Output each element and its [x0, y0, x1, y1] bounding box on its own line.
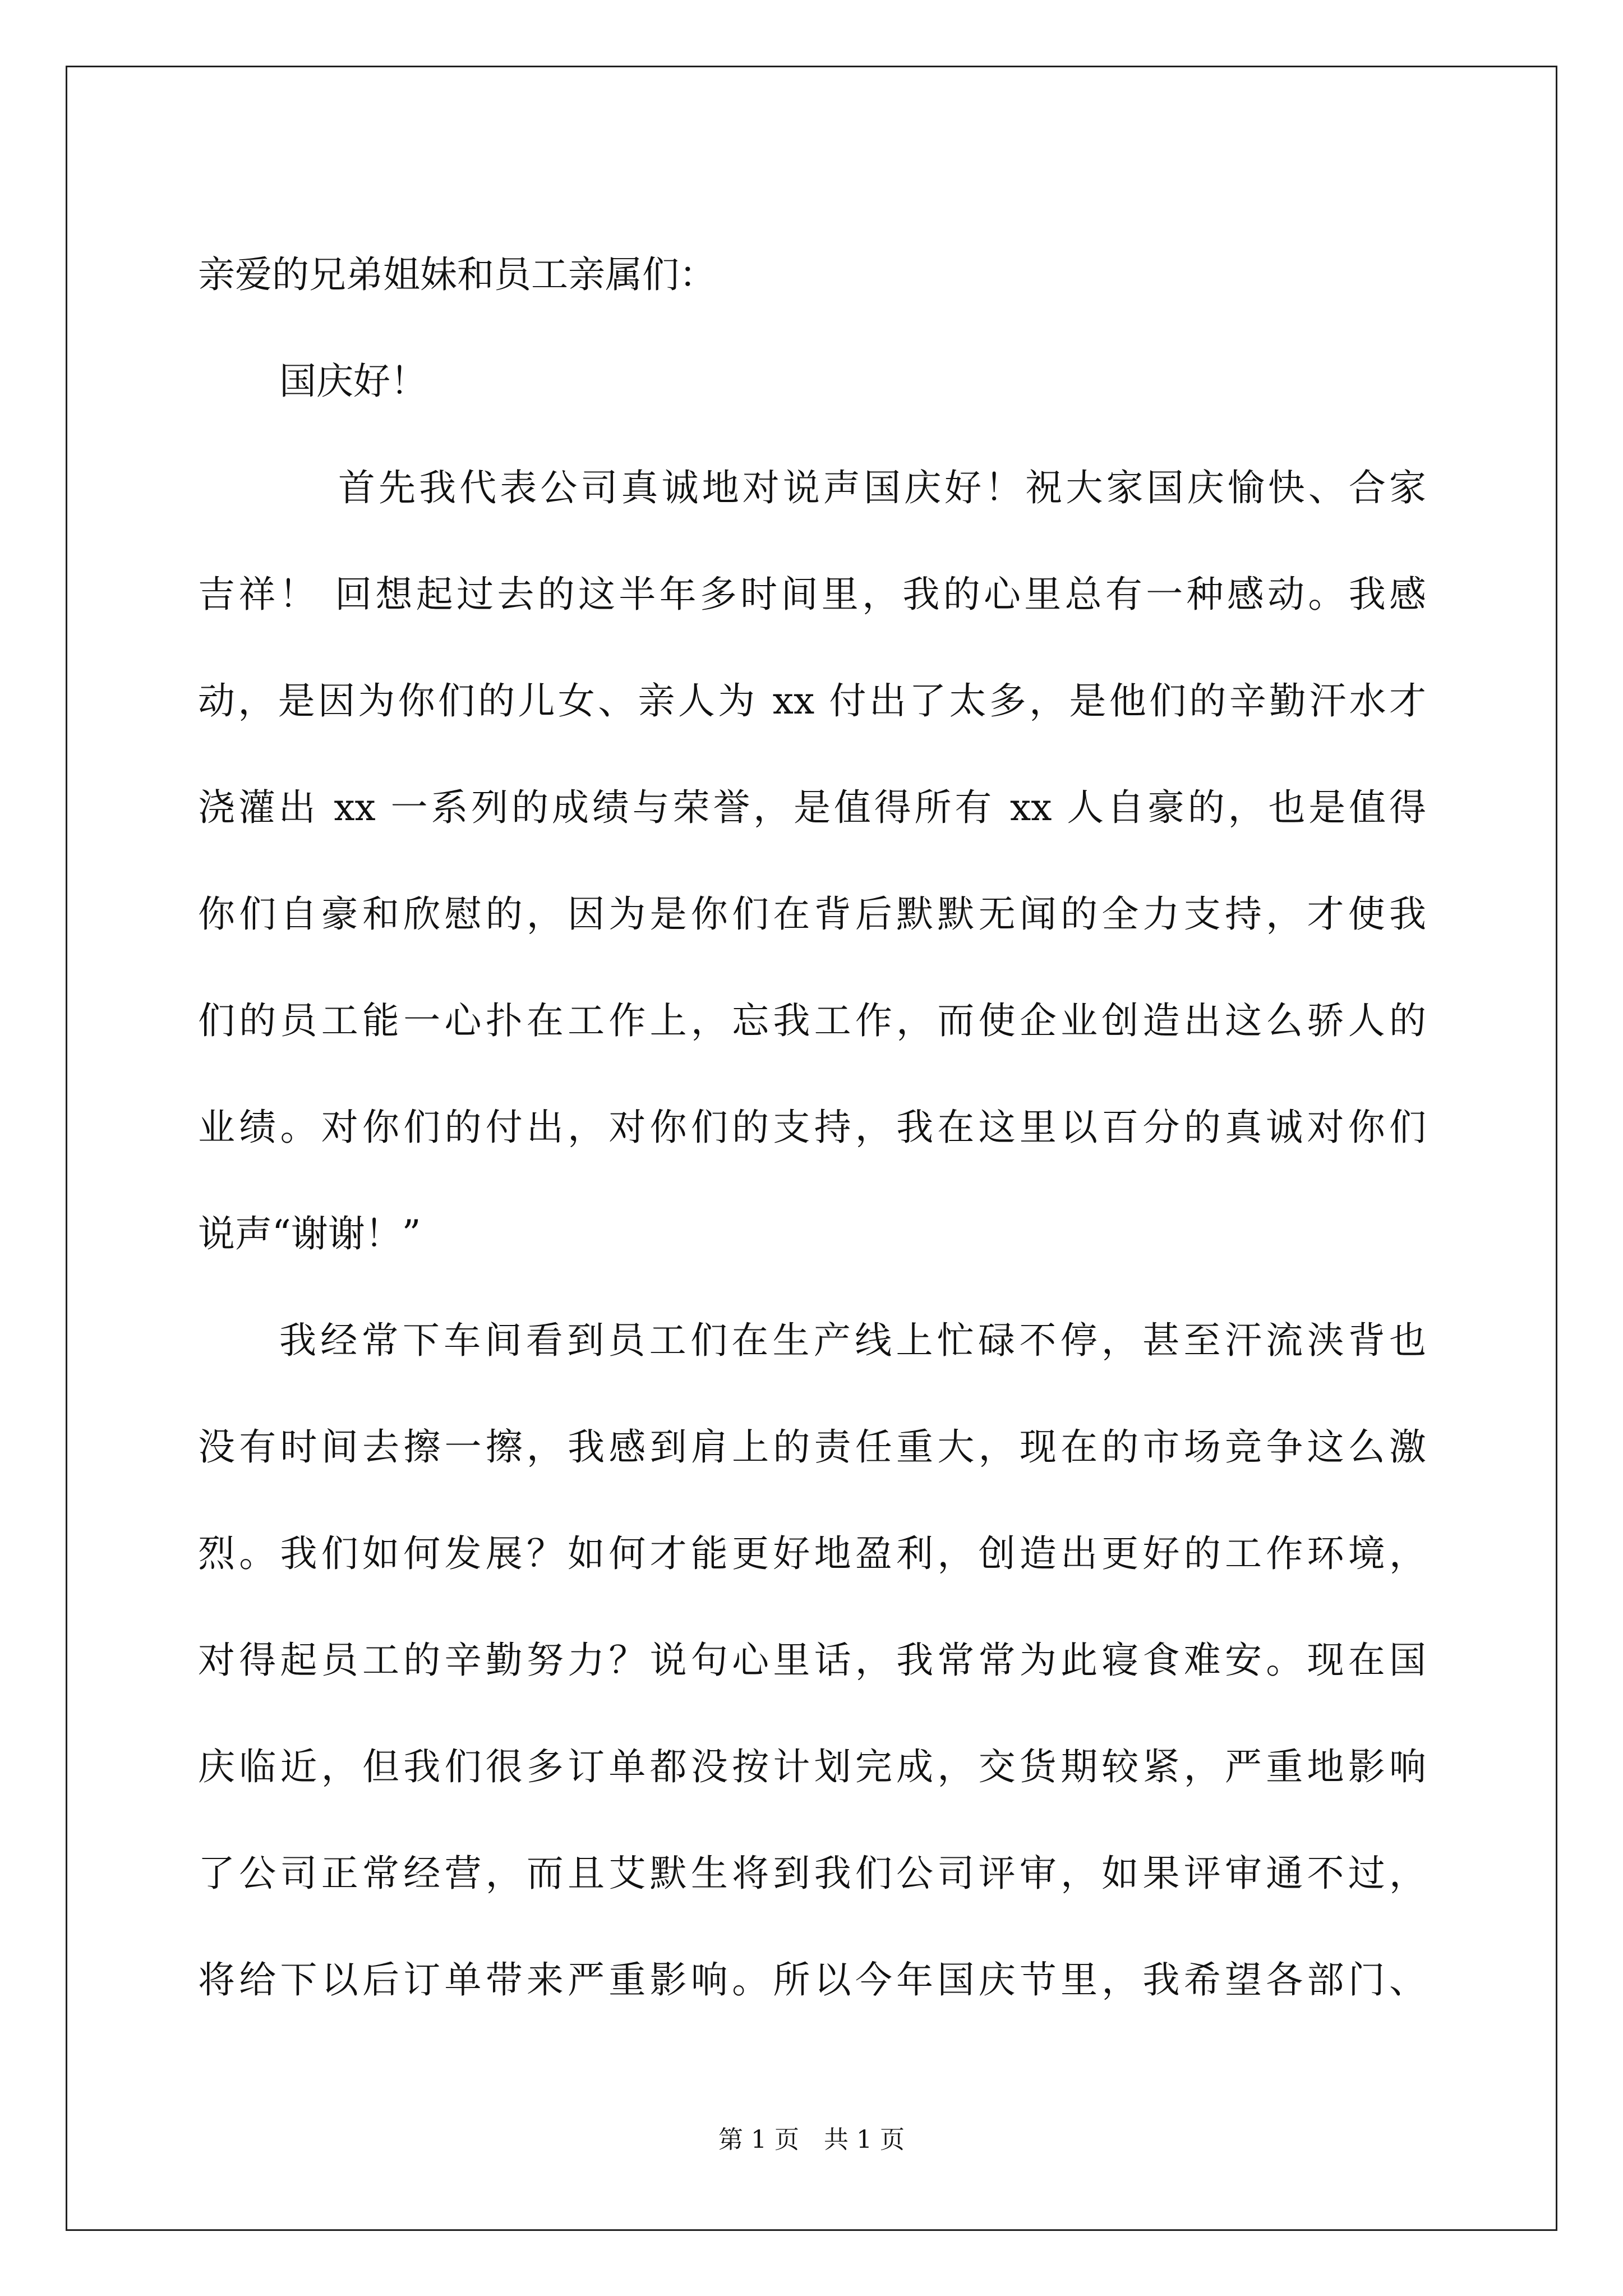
paragraph-line: 说声“谢谢！”	[198, 1212, 421, 1255]
paragraph-line: 首先我代表公司真诚地对说声国庆好！祝大家国庆愉快、合家	[338, 466, 1426, 509]
paragraph-line: 们的员工能一心扑在工作上，忘我工作，而使企业创造出这么骄人的	[198, 999, 1426, 1042]
paragraph-line: 你们自豪和欣慰的，因为是你们在背后默默无闻的全力支持，才使我	[198, 892, 1426, 936]
paragraph-line: 业绩。对你们的付出，对你们的支持，我在这里以百分的真诚对你们	[198, 1106, 1426, 1149]
paragraph-line: 浇灌出 xx 一系列的成绩与荣誉，是值得所有 xx 人自豪的，也是值得	[198, 786, 1426, 829]
paragraph-line: 将给下以后订单带来严重影响。所以今年国庆节里，我希望各部门、	[198, 1958, 1426, 2001]
paragraph-line: 对得起员工的辛勤努力？说句心里话，我常常为此寝食难安。现在国	[198, 1639, 1426, 1682]
paragraph-line: 吉祥！ 回想起过去的这半年多时间里，我的心里总有一种感动。我感	[198, 573, 1426, 616]
paragraph-2	[198, 1287, 1426, 2033]
paragraph-line: 了公司正常经营，而且艾默生将到我们公司评审，如果评审通不过，	[198, 1852, 1426, 1895]
paragraph-line: 庆临近，但我们很多订单都没按计划完成，交货期较紧，严重地影响	[198, 1745, 1426, 1788]
paragraph-1	[198, 435, 1426, 1287]
paragraph-line: 我经常下车间看到员工们在生产线上忙碌不停，甚至汗流浃背也	[279, 1319, 1426, 1362]
page-footer: 第 1 页 共 1 页	[718, 2125, 905, 2154]
greeting-line: 国庆好！	[279, 360, 427, 403]
paragraph-line: 烈。我们如何发展？如何才能更好地盈利，创造出更好的工作环境，	[198, 1532, 1426, 1575]
paragraph-line: 没有时间去擦一擦，我感到肩上的责任重大，现在的市场竞争这么激	[198, 1425, 1426, 1469]
salutation-line: 亲爱的兄弟姐妹和员工亲属们：	[198, 253, 716, 296]
paragraph-line: 动，是因为你们的儿女、亲人为 xx 付出了太多，是他们的辛勤汗水才	[198, 679, 1426, 723]
document-body	[198, 222, 1426, 2033]
